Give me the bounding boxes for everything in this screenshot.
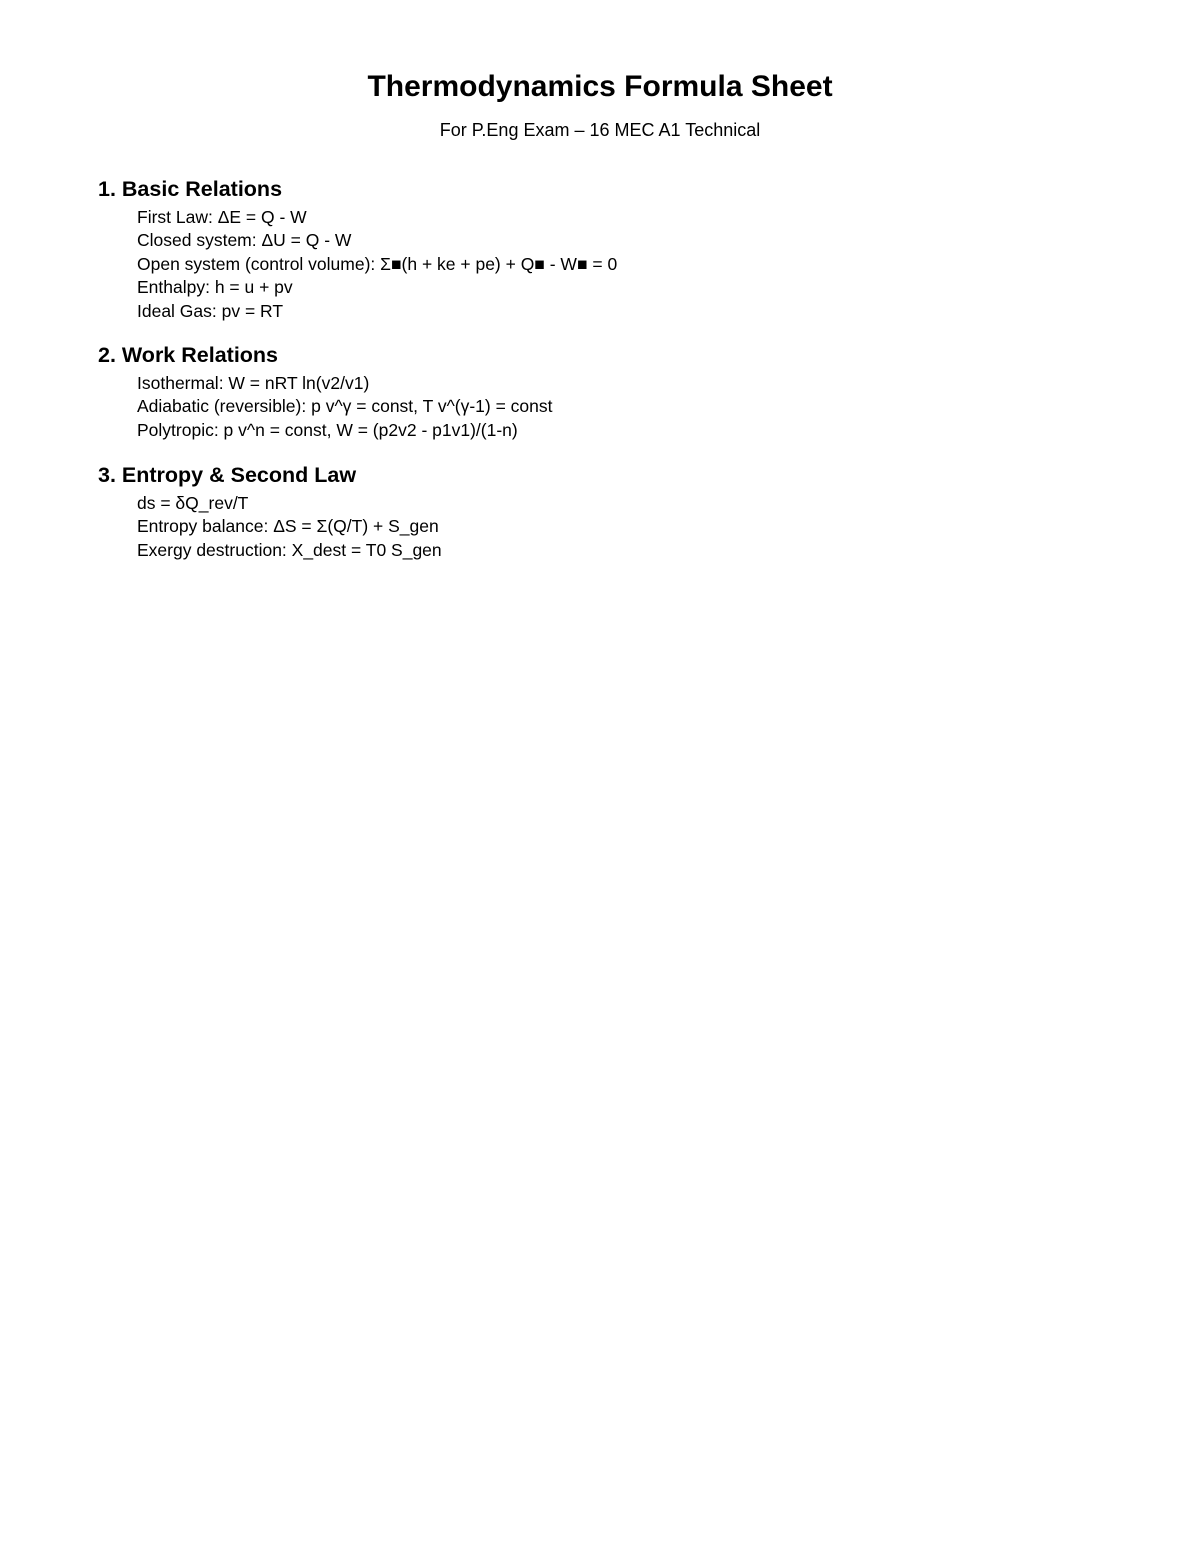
formula-line: Exergy destruction: X_dest = T0 S_gen [137,539,442,560]
formula-line: Polytropic: p v^n = const, W = (p2v2 - p1v1)/(1-n) [137,419,518,440]
formula-line: Isothermal: W = nRT ln(v2/v1) [137,373,370,393]
section-heading: 1. Basic Relations [98,177,283,201]
document-subtitle: For P.Eng Exam – 16 MEC A1 Technical [439,120,761,140]
section-entropy-second-law [98,461,1098,562]
formula-line: Closed system: ΔU = Q - W [137,230,352,251]
formula-line: Adiabatic (reversible): p v^γ = const, T v^(γ-1) = const [137,396,553,417]
formula-line: Open system (control volume): Σ■(h + ke + pe) + Q■ - W■ = 0 [137,253,618,274]
section-work-relations [98,341,1098,442]
formula-line: Entropy balance: ΔS = Σ(Q/T) + S_gen [137,516,439,537]
formula-line: Ideal Gas: pv = RT [137,300,284,321]
formula-line: Enthalpy: h = u + pv [137,277,293,298]
formula-list [98,492,1098,562]
formula-line: First Law: ΔE = Q - W [137,207,307,227]
section-basic-relations [98,175,1098,323]
section-heading: 2. Work Relations [98,343,279,367]
document-title: Thermodynamics Formula Sheet [367,70,833,103]
section-heading: 3. Entropy & Second Law [98,463,357,487]
formula-list [98,372,1098,442]
formula-line: ds = δQ_rev/T [137,493,249,513]
formula-list [98,206,1098,323]
